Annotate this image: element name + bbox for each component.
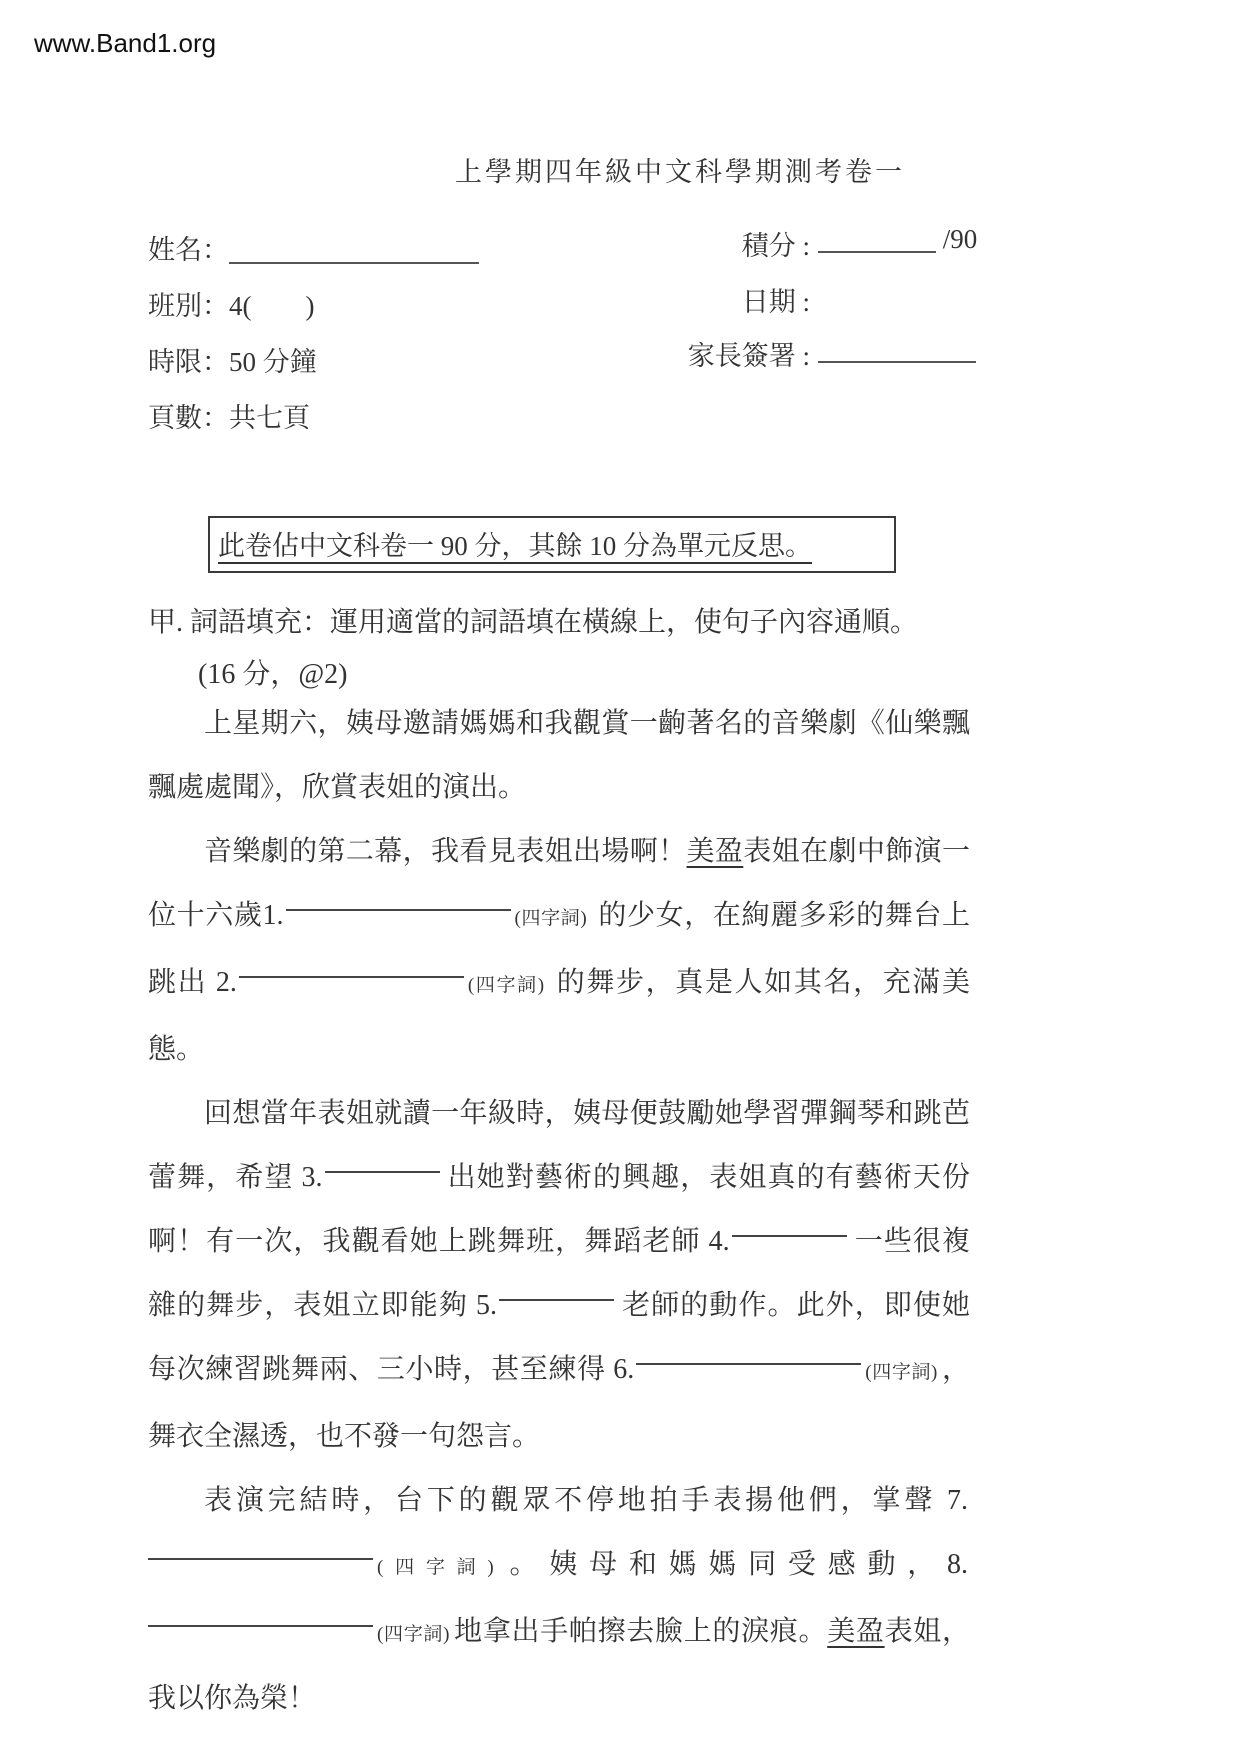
paragraph: 回想當年表姐就讀一年級時，姨母便鼓勵她學習彈鋼琴和跳芭蕾舞，希望 3. 出她對藝術的興趣，表姐真的有藝術天份啊！有一次，我觀看她上跳舞班，舞蹈老師 4. 一些很複雜的舞步，表姐立即能夠 5. 老師的動作。此外，即使她每次練習跳舞兩、三小時，甚至練得 6. (四字詞) ，舞衣全濕透，也不發一句怨言。 bbox=[148, 1098, 970, 1452]
class-value: 4( ) bbox=[229, 291, 315, 321]
blank-number: 4. bbox=[708, 1226, 730, 1257]
score-field bbox=[818, 224, 977, 255]
time-label: 時限： bbox=[148, 347, 229, 377]
name-label: 姓名： bbox=[148, 235, 229, 265]
pages-value: 共七頁 bbox=[229, 403, 310, 433]
section-points: (16 分，@2) bbox=[198, 659, 348, 690]
paragraph: 音樂劇的第二幕，我看見表姐出場啊！美盈表姐在劇中飾演一位十六歲1. (四字詞) 的少女，在絢麗多彩的舞台上跳出 2. (四字詞) 的舞步，真是人如其名，充滿美態。 bbox=[148, 836, 970, 1065]
paragraph: 上星期六，姨母邀請媽媽和我觀賞一齣著名的音樂劇《仙樂飄飄處處聞》，欣賞表姐的演出。 bbox=[148, 708, 970, 803]
answer-blank bbox=[499, 1274, 614, 1301]
exam-title: 上學期四年級中文科學期測考卷一 bbox=[455, 157, 905, 187]
word-count-note: (四字詞) bbox=[377, 1624, 450, 1645]
word-count-note: (四字詞) bbox=[467, 975, 545, 996]
score-label-wrap bbox=[600, 224, 810, 263]
blank-number: 7. bbox=[947, 1485, 968, 1516]
blank-number: 1. bbox=[262, 900, 284, 931]
time-value: 50 分鐘 bbox=[229, 347, 317, 377]
blank-number: 5. bbox=[476, 1290, 497, 1321]
blank-number: 3. bbox=[301, 1162, 323, 1193]
score-suffix: /90 bbox=[942, 224, 978, 254]
sign-label: 家長簽署 : bbox=[687, 341, 810, 371]
sign-field bbox=[818, 334, 976, 365]
class-label: 班別： bbox=[148, 291, 229, 321]
answer-blank bbox=[325, 1146, 440, 1173]
site-watermark: www.Band1.org bbox=[34, 28, 217, 58]
answer-blank bbox=[286, 884, 511, 911]
time-field bbox=[148, 340, 317, 379]
sign-label-wrap bbox=[600, 334, 810, 373]
section-heading: 甲. 詞語填充：運用適當的詞語填在橫線上，使句子內容通順。 bbox=[148, 607, 919, 638]
answer-blank bbox=[148, 1600, 373, 1627]
answer-blank bbox=[732, 1210, 847, 1237]
class-field bbox=[148, 284, 314, 323]
score-label: 積分 : bbox=[741, 231, 810, 261]
word-count-note: (四字詞) bbox=[514, 908, 587, 929]
name-blank-line bbox=[229, 235, 479, 264]
underlined-name: 美盈 bbox=[827, 1616, 885, 1647]
sign-blank-line bbox=[818, 334, 976, 363]
name-field bbox=[148, 228, 479, 267]
word-count-note: (四字詞) bbox=[377, 1557, 494, 1578]
blank-number: 6. bbox=[613, 1354, 635, 1385]
date-label: 日期 : bbox=[741, 287, 810, 317]
score-blank-line bbox=[818, 224, 936, 253]
notice-text: 此卷佔中文科卷一 90 分，其餘 10 分為單元反思。 bbox=[218, 531, 812, 561]
underlined-name: 美盈 bbox=[686, 836, 744, 867]
paragraph: 表演完結時，台下的觀眾不停地拍手表揚他們，掌聲 7. (四字詞) 。姨母和媽媽同受感動，8. (四字詞) 地拿出手帕擦去臉上的淚痕。美盈表姐，我以你為榮！ bbox=[148, 1485, 970, 1714]
pages-label: 頁數： bbox=[148, 403, 229, 433]
answer-blank bbox=[239, 951, 464, 978]
passage-body bbox=[148, 692, 970, 1731]
word-count-note: (四字詞) bbox=[865, 1362, 938, 1383]
blank-number: 2. bbox=[215, 967, 237, 998]
pages-field bbox=[148, 396, 310, 435]
answer-blank bbox=[148, 1533, 373, 1560]
notice-box bbox=[208, 516, 896, 573]
answer-blank bbox=[636, 1338, 861, 1365]
blank-number: 8. bbox=[947, 1549, 968, 1580]
date-field bbox=[600, 280, 810, 319]
